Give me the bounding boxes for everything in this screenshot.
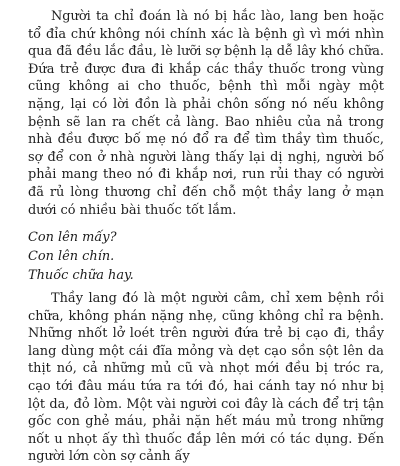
paragraph-first: Người ta chỉ đoán là nó bị hắc lào, lang ben hoặc tổ đỉa chứ không nói chính xác là bệnh gì vì mới nhìn qua đã đều lắc đầu, lè lưỡi sợ bệnh lạ dễ lây khó chữa. Đứa trẻ được đưa đi khắp các thầy thuốc trong vùng cũng không ai cho thuốc, bệnh thì mỗi ngày một nặng, lại có lời đồn là phải chôn sống nó nếu không bệnh sẽ lan ra chết cả làng. Bao nhiêu của nả trong nhà đều được bố mẹ nó đổ ra để tìm thầy tìm thuốc, sợ để con ở nhà người làng thấy lại dị nghị, người bố phải mang theo nó đi khắp nơi, run rủi thay có người đã rủ lòng thương chỉ đến chỗ một thầy lang ở mạn dưới có nhiều bài thuốc tốt lắm.: [28, 9, 384, 218]
dialogue-block: [28, 228, 384, 285]
dialogue-line: Con lên mấy?: [28, 230, 117, 245]
dialogue-line: Thuốc chữa hay.: [28, 268, 134, 283]
paragraph-second: Thầy lang đó là một người câm, chỉ xem bệnh rồi chữa, không phán nặng nhẹ, cũng không chỉ ra bệnh. Những nhốt lở loét trên người đứa trẻ bị cạo đi, thầy lang dùng một cái đĩa mỏng và dẹt cạo sồn sột lên da thịt nó, cả những mủ cũ và nhọt mới đều bị tróc ra, cạo tới đâu máu tứa ra tới đó, hai cánh tay nó như bị lột da, đỏ lòm. Một vài người coi đây là cách để trị tận gốc con ghẻ máu, phải nặn hết máu mủ trong những nốt u nhọt ấy thì thuốc đắp lên mới có tác dụng. Đến người lớn còn sợ cảnh ấy: [28, 291, 384, 465]
dialogue-line: Con lên chín.: [28, 249, 115, 264]
